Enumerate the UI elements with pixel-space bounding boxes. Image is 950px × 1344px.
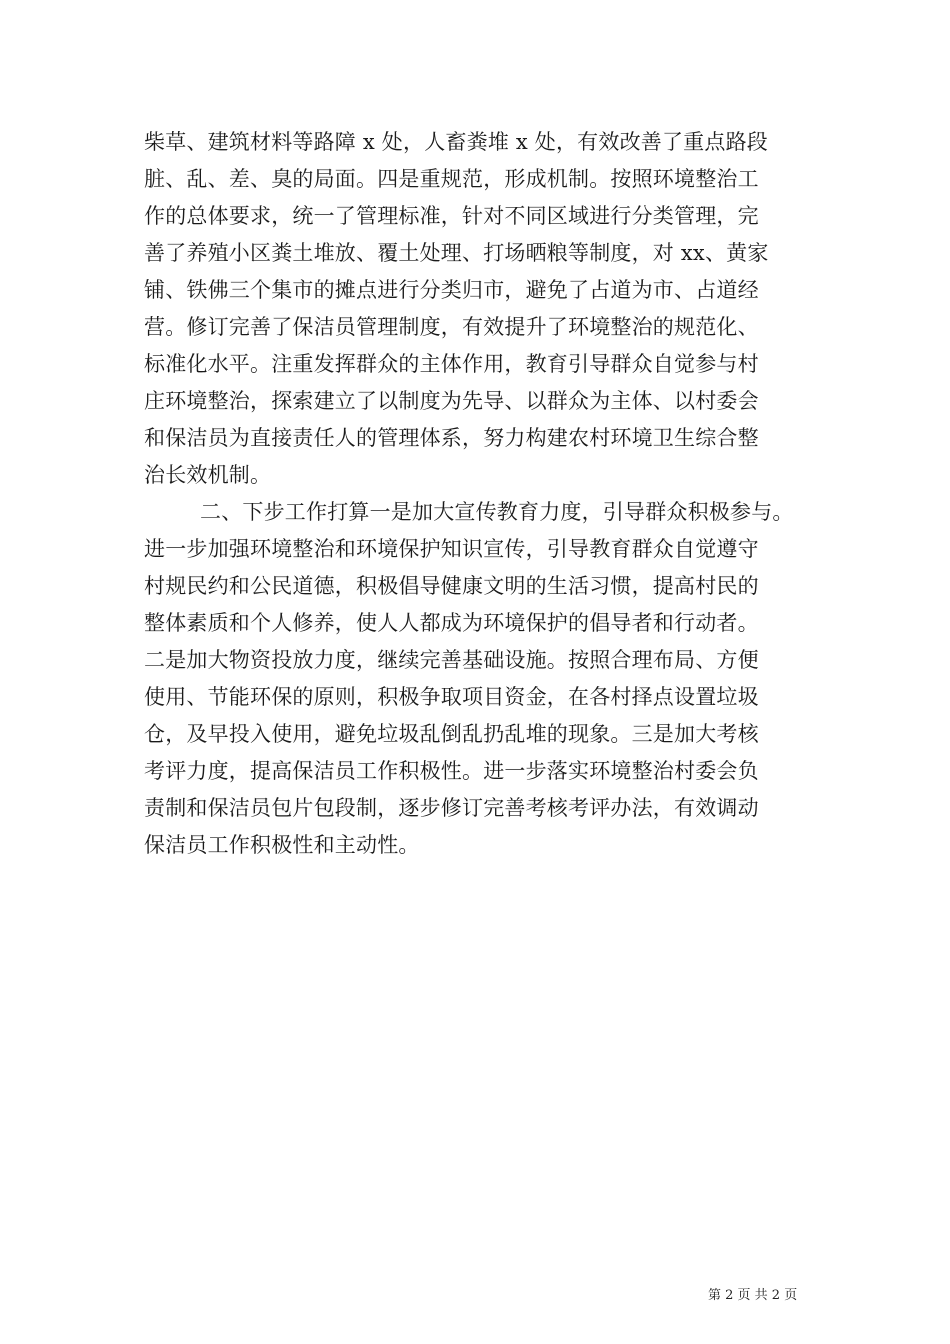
paragraph-1-line-3: 作的总体要求，统一了管理标准，针对不同区域进行分类管理，完 — [144, 204, 759, 228]
paragraph-2-line-3: 村规民约和公民道德，积极倡导健康文明的生活习惯，提高村民的 — [144, 574, 759, 598]
paragraph-1-line-8: 庄环境整治，探索建立了以制度为先导、以群众为主体、以村委会 — [144, 389, 759, 413]
paragraph-2-line-7: 仓，及早投入使用，避免垃圾乱倒乱扔乱堆的现象。三是加大考核 — [144, 722, 759, 746]
paragraph-1-line-6: 营。修订完善了保洁员管理制度，有效提升了环境整治的规范化、 — [144, 315, 759, 339]
paragraph-2-line-8: 考评力度，提高保洁员工作积极性。进一步落实环境整治村委会负 — [144, 759, 759, 783]
paragraph-2-line-9: 责制和保洁员包片包段制，逐步修订完善考核考评办法，有效调动 — [144, 796, 759, 820]
paragraph-1-line-9: 和保洁员为直接责任人的管理体系，努力构建农村环境卫生综合整 — [144, 426, 759, 450]
paragraph-1-line-4: 善了养殖小区粪土堆放、覆土处理、打场晒粮等制度，对 xx、黄家 — [144, 241, 769, 265]
paragraph-2-line-4: 整体素质和个人修养，使人人都成为环境保护的倡导者和行动者。 — [144, 611, 759, 635]
paragraph-2-line-6: 使用、节能环保的原则，积极争取项目资金，在各村择点设置垃圾 — [144, 685, 759, 709]
paragraph-1-line-5: 铺、铁佛三个集市的摊点进行分类归市，避免了占道为市、占道经 — [144, 278, 759, 302]
paragraph-1-line-7: 标准化水平。注重发挥群众的主体作用，教育引导群众自觉参与村 — [144, 352, 759, 376]
paragraph-1-line-2: 脏、乱、差、臭的局面。四是重规范，形成机制。按照环境整治工 — [144, 167, 759, 191]
paragraph-2-line-10: 保洁员工作积极性和主动性。 — [144, 833, 420, 857]
paragraph-1-line-1: 柴草、建筑材料等路障 x 处，人畜粪堆 x 处，有效改善了重点路段 — [144, 130, 768, 154]
paragraph-2-line-1: 二、下步工作打算一是加大宣传教育力度，引导群众积极参与。 — [200, 500, 794, 524]
page-number-footer: 第 2 页 共 2 页 — [708, 1288, 798, 1303]
paragraph-1-line-10: 治长效机制。 — [144, 463, 272, 487]
paragraph-2-line-2: 进一步加强环境整治和环境保护知识宣传，引导教育群众自觉遵守 — [144, 537, 759, 561]
paragraph-2-line-5: 二是加大物资投放力度，继续完善基础设施。按照合理布局、方便 — [144, 648, 759, 672]
